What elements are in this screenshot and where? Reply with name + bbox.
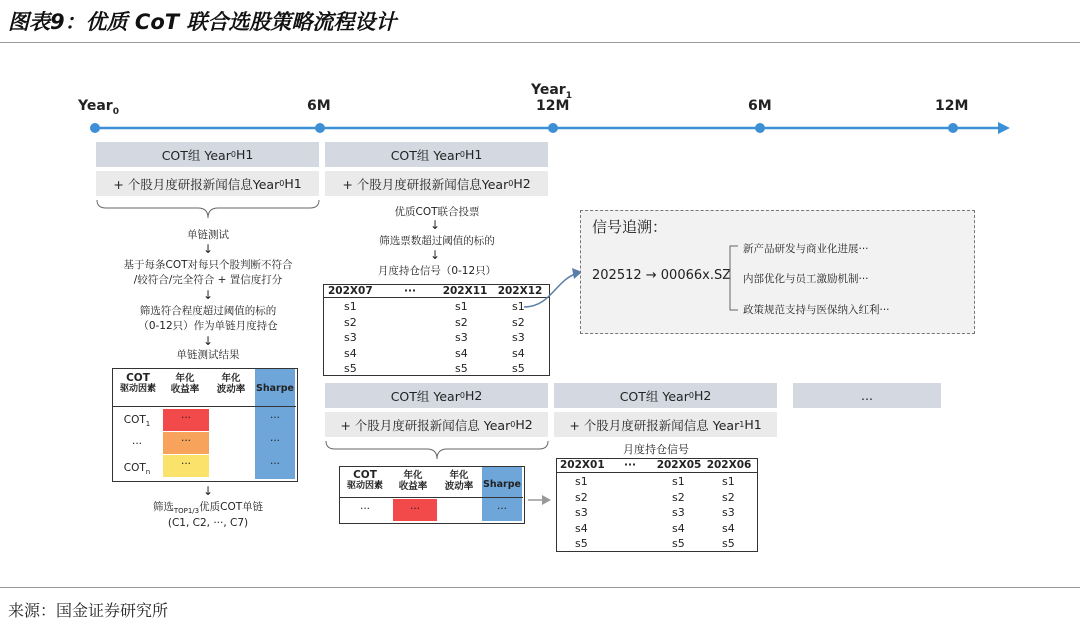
- signal-table-1-col3: s1 s2 s3 s4 s5: [455, 300, 468, 375]
- bottom-header-divider: [339, 497, 523, 498]
- cot-group-box-1: COT组 Year 0 H1: [96, 142, 319, 167]
- news-box-4: + 个股月度研报新闻信息 Year 1 H1: [554, 412, 777, 437]
- table-header-return: 年化 收益率: [170, 373, 200, 395]
- signal-table-2-col4: s1 s2 s3 s4 s5: [722, 475, 735, 550]
- signal-table-2-col1: s1 s2 s3 s4 s5: [575, 475, 588, 550]
- dots-text: ···: [409, 503, 420, 515]
- signal-table-2-header: ···: [624, 459, 636, 471]
- timeline-label-6m: 6M: [307, 98, 331, 114]
- page-title: 图表9：优质 CoT 联合选股策略流程设计: [8, 10, 397, 34]
- signal-table-1-col4: s1 s2 s3 s4 s5: [512, 300, 525, 375]
- dots-text: ···: [180, 435, 191, 447]
- left-step-2a: 基于每条COT对每只个股判断不符合: [123, 259, 293, 271]
- left-step-1: 单链测试: [187, 229, 229, 241]
- cot-group-box-4: COT组 Year 0 H2: [554, 383, 777, 408]
- signal-table-2-header: 202X06: [706, 459, 752, 471]
- signal-table-2-header: 202X05: [656, 459, 702, 471]
- left-step-5b: (C1, C2, ···, C7): [167, 517, 249, 529]
- signal-table-1-col1: s1 s2 s3 s4 s5: [344, 300, 357, 375]
- signal-trace-title: 信号追溯：: [592, 218, 668, 236]
- brace-bracket: [325, 439, 549, 461]
- dots-text: ···: [180, 412, 191, 424]
- row-cot1: $COT_1$: [123, 414, 151, 429]
- bottom-header-volatility: 年化 波动率: [444, 470, 474, 492]
- dots-text: ···: [180, 458, 191, 470]
- signal-table-2-title: 月度持仓信号: [623, 443, 689, 456]
- timeline-node-year0: [90, 123, 100, 133]
- trace-reason-2: 内部优化与员工激励机制···: [743, 273, 869, 285]
- bottom-header-cot: COT 驱动因素: [346, 469, 383, 491]
- signal-table-2-header: 202X01: [560, 459, 605, 471]
- timeline-node-12m: [548, 123, 558, 133]
- source-note: 来源：国金证券研究所: [8, 601, 169, 620]
- signal-table-1-divider: [323, 297, 550, 298]
- news-box-1: + 个股月度研报新闻信息Year 0 H1: [96, 171, 319, 196]
- row-dots: ···: [131, 438, 142, 450]
- brace-bracket: [96, 198, 320, 220]
- timeline-label-12m: 12M: [536, 98, 570, 114]
- signal-table-1-header: 202X07: [328, 285, 373, 297]
- table-header-cot: COT 驱动因素: [119, 372, 156, 394]
- timeline-label-12m-b: 12M: [935, 98, 969, 114]
- dots-text: ···: [269, 435, 280, 447]
- down-arrow-icon: ↓: [202, 288, 214, 302]
- signal-table-1-header: 202X12: [497, 285, 543, 297]
- mid-step-3: 月度持仓信号（0-12只）: [377, 265, 497, 277]
- signal-table-1-header: 202X11: [442, 285, 488, 297]
- timeline-label-6m-b: 6M: [748, 98, 772, 114]
- down-arrow-icon: ↓: [429, 218, 441, 232]
- cot-group-box-3: COT组 Year 0 H2: [325, 383, 548, 408]
- news-box-2: + 个股月度研报新闻信息Year 0 H2: [325, 171, 548, 196]
- down-arrow-icon: ↓: [429, 248, 441, 262]
- left-step-3b: （0-12只）作为单链月度持仓: [138, 320, 278, 332]
- trace-reason-3: 政策规范支持与医保纳入红利···: [743, 304, 890, 316]
- signal-table-2-col3: s1 s2 s3 s4 s5: [672, 475, 685, 550]
- news-box-3: + 个股月度研报新闻信息 Year 0 H2: [325, 412, 548, 437]
- left-step-2b: /较符合/完全符合 + 置信度打分: [133, 274, 283, 286]
- table-header-volatility: 年化 波动率: [216, 373, 246, 395]
- cot-group-box-2: COT组 Year 0 H1: [325, 142, 548, 167]
- signal-table-1-header: ···: [404, 285, 416, 297]
- down-arrow-icon: ↓: [202, 242, 214, 256]
- trace-bracket: [722, 240, 742, 316]
- ellipsis-box: ...: [793, 383, 941, 408]
- dots-text: ···: [359, 503, 370, 515]
- trace-reason-1: 新产品研发与商业化进展···: [743, 243, 869, 255]
- mid-step-2: 筛选票数超过阈值的标的: [379, 235, 495, 247]
- down-arrow-icon: ↓: [202, 334, 214, 348]
- table-header-sharpe: Sharpe: [256, 383, 294, 394]
- signal-table-2-divider: [556, 472, 758, 473]
- signal-trace-code: 202512 → 00066x.SZ: [592, 268, 732, 283]
- dots-text: ···: [269, 412, 280, 424]
- bottom-header-sharpe: Sharpe: [483, 479, 521, 490]
- down-arrow-icon: ↓: [202, 484, 214, 498]
- row-cotn: $COT_n$: [123, 462, 151, 477]
- timeline-label-year0: Year$_0$: [78, 98, 119, 117]
- left-step-5: 筛选$_{TOP1/3}$优质COT单链: [152, 501, 264, 516]
- right-arrow-icon: [526, 493, 554, 507]
- timeline-node-6m: [315, 123, 325, 133]
- top-divider: [0, 42, 1080, 43]
- mid-step-1: 优质COT联合投票: [394, 206, 480, 218]
- timeline-label-year1: Year$_1$: [531, 82, 572, 101]
- header-divider: [112, 406, 296, 407]
- bottom-divider: [0, 587, 1080, 588]
- bottom-header-return: 年化 收益率: [398, 470, 428, 492]
- dots-text: ···: [496, 503, 507, 515]
- timeline-node-12m-b: [948, 123, 958, 133]
- left-step-3a: 筛选符合程度超过阈值的标的: [139, 305, 277, 317]
- dots-text: ···: [269, 458, 280, 470]
- timeline-node-6m-b: [755, 123, 765, 133]
- left-step-4: 单链测试结果: [176, 349, 240, 361]
